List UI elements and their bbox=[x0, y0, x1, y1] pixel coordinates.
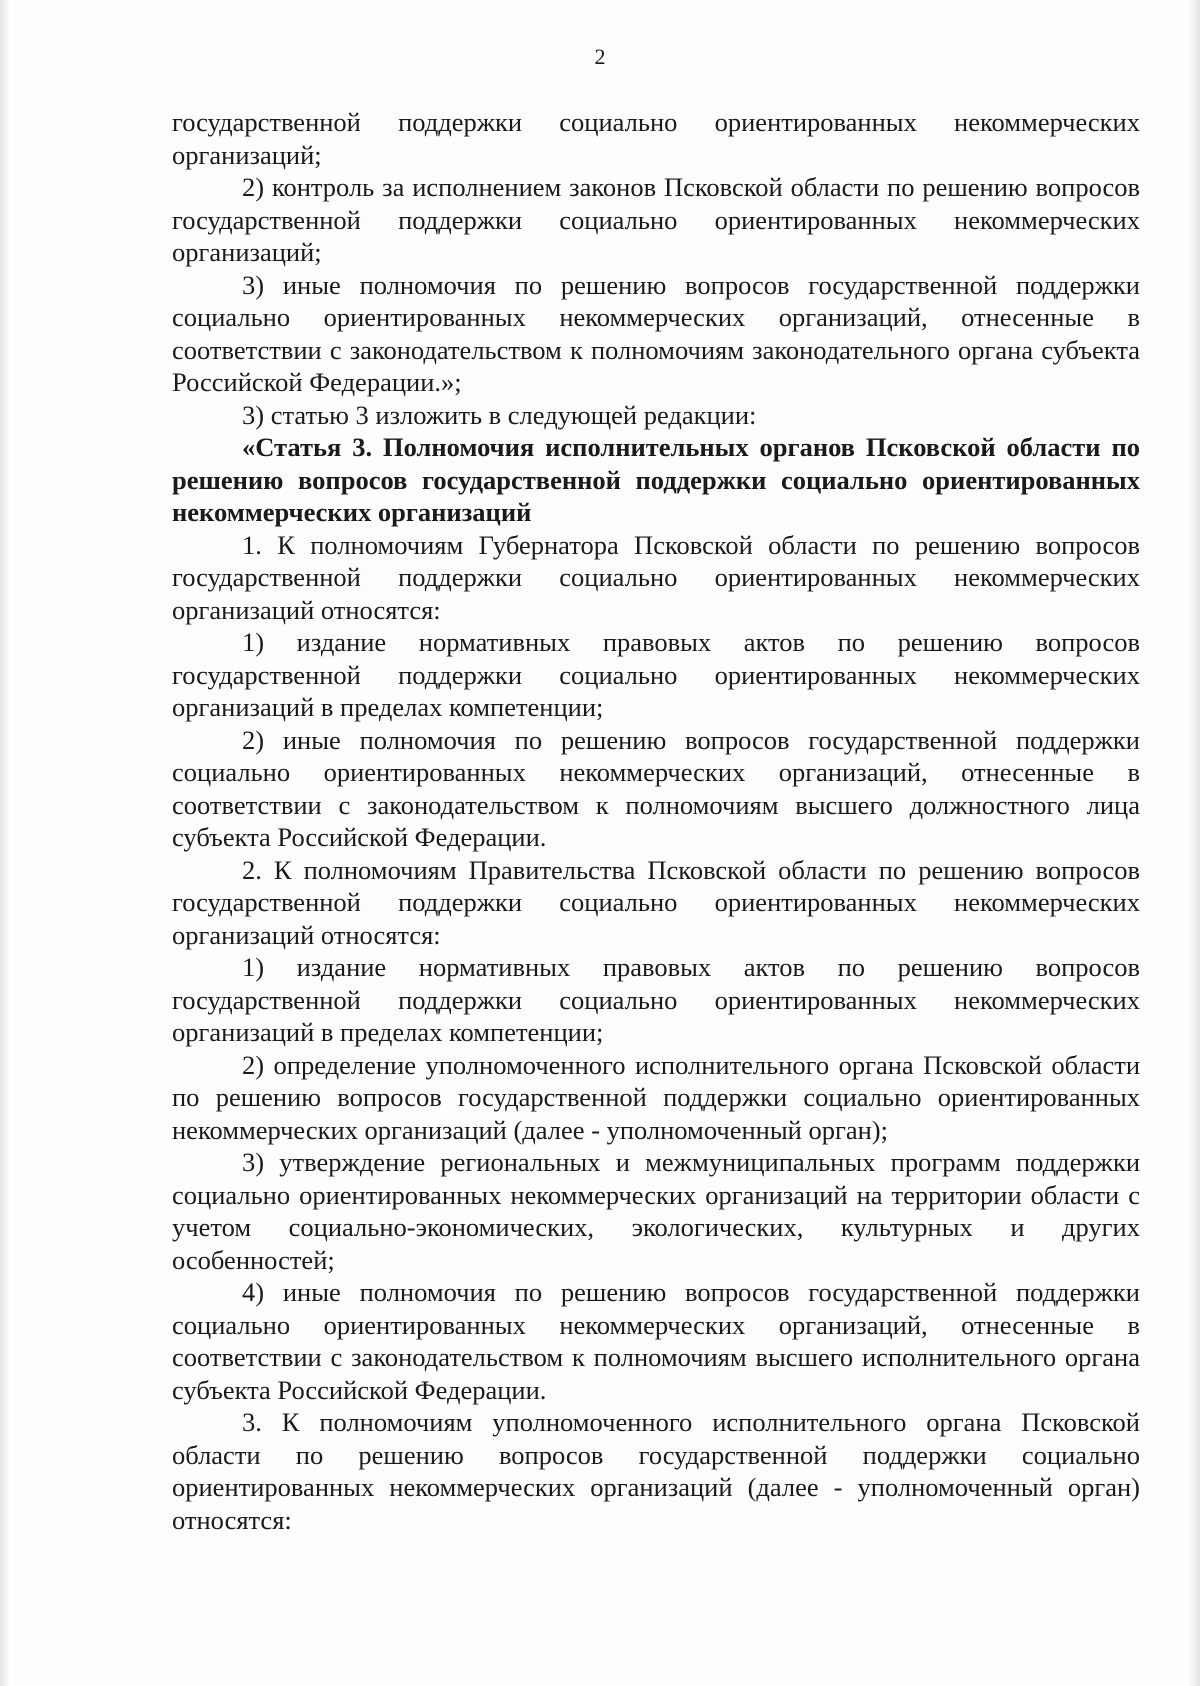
paragraph-11: 2) определение уполномоченного исполнительного органа Псковской области по решению вопросов государственной поддержки социально ориентированных некоммерческих организаций (далее - уполномоченный орган); bbox=[172, 1049, 1140, 1145]
paragraph-9: 2. К полномочиям Правительства Псковской области по решению вопросов государственной поддержки социально ориентированных некоммерческих организаций относятся: bbox=[172, 854, 1140, 950]
paragraph-7: 1) издание нормативных правовых актов по решению вопросов государственной поддержки социально ориентированных некоммерческих организаций в пределах компетенции; bbox=[172, 627, 1140, 722]
paragraph-6: 1. К полномочиям Губернатора Псковской области по решению вопросов государственной поддержки социально ориентированных некоммерческих организаций относятся: bbox=[172, 529, 1140, 625]
paragraph-10: 1) издание нормативных правовых актов по решению вопросов государственной поддержки социально ориентированных некоммерческих организаций в пределах компетенции; bbox=[172, 952, 1140, 1047]
paragraph-2: 2) контроль за исполнением законов Псковской области по решению вопросов государственной поддержки социально ориентированных некоммерческих организаций; bbox=[172, 172, 1140, 267]
paragraph-8: 2) иные полномочия по решению вопросов государственной поддержки социально ориентированных некоммерческих организаций, отнесенные в соответствии с законодательством к полномочиям высшего должностного лица субъекта Российской Федерации. bbox=[172, 724, 1140, 852]
paragraph-1: государственной поддержки социально ориентированных некоммерческих организаций; bbox=[172, 107, 1140, 170]
document-body bbox=[172, 106, 1140, 1536]
paragraph-4: 3) статью 3 изложить в следующей редакции: bbox=[242, 399, 757, 430]
article-heading: «Статья 3. Полномочия исполнительных органов Псковской области по решению вопросов государственной поддержки социально ориентированных некоммерческих организаций bbox=[172, 432, 1140, 527]
paragraph-12: 3) утверждение региональных и межмуниципальных программ поддержки социально ориентированных некоммерческих организаций на территории области с учетом социально-экономических, экологических, культурных и других особенностей; bbox=[172, 1147, 1140, 1275]
scan-edge-right bbox=[1188, 0, 1200, 1686]
paragraph-13: 4) иные полномочия по решению вопросов государственной поддержки социально ориентированных некоммерческих организаций, отнесенные в соответствии с законодательством к полномочиям высшего исполнительного органа субъекта Российской Федерации. bbox=[172, 1277, 1140, 1405]
paragraph-3: 3) иные полномочия по решению вопросов государственной поддержки социально ориентированных некоммерческих организаций, отнесенные в соответствии с законодательством к полномочиям законодательного органа субъекта Российской Федерации.»; bbox=[172, 269, 1140, 397]
scan-edge-left bbox=[0, 0, 10, 1686]
paragraph-14: 3. К полномочиям уполномоченного исполнительного органа Псковской области по решению вопросов государственной поддержки социально ориентированных некоммерческих организаций (далее - уполномоченный орган) относятся: bbox=[172, 1407, 1140, 1535]
page-number: 2 bbox=[594, 44, 606, 69]
